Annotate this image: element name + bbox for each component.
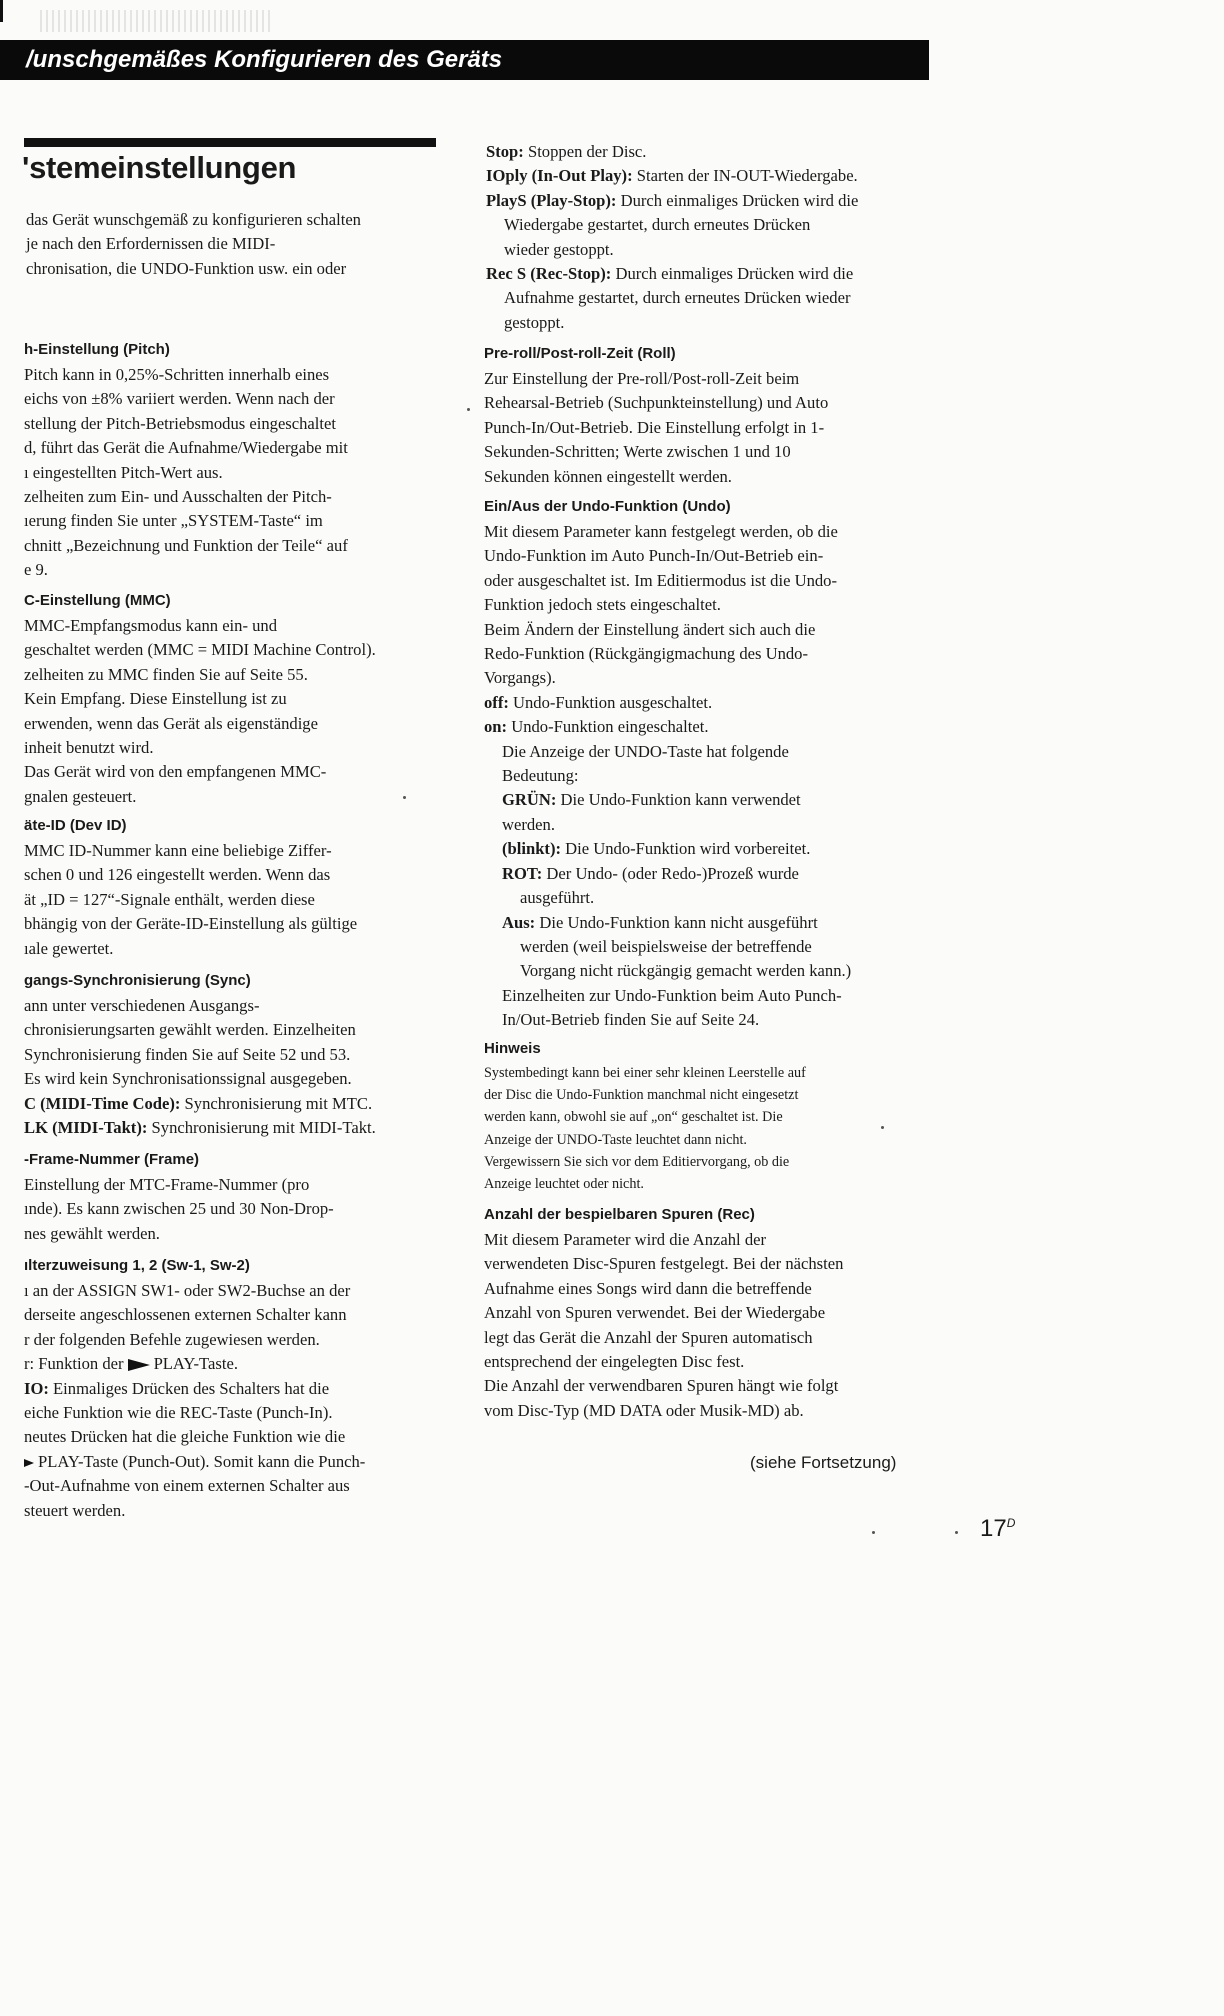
hinweis-line: Systembedingt kann bei einer sehr kleinen Leerstelle auf — [484, 1065, 806, 1081]
scan-speck — [872, 1531, 875, 1534]
stop-term: Stop: — [486, 142, 524, 161]
undo-aus-cont: werden (weil beispielsweise der betreffende — [520, 936, 812, 956]
page-suffix: D — [1006, 1516, 1016, 1530]
switch-io-play-suffix: PLAY-Taste (Punch-Out). Somit kann die Punch- — [38, 1451, 366, 1471]
ioply-line — [486, 164, 858, 188]
recs-line — [486, 262, 858, 286]
undo-line: Funktion jedoch stets eingeschaltet. — [484, 595, 721, 615]
switch-heading: ılterzuweisung 1, 2 (Sw-1, Sw-2) — [24, 1257, 250, 1274]
scan-speck — [955, 1531, 958, 1534]
undo-rot-cont: ausgeführt. — [520, 888, 595, 908]
undo-off-text: Undo-Funktion ausgeschaltet. — [513, 692, 713, 712]
hinweis-line: der Disc die Undo-Funktion manchmal nicht eingesetzt — [484, 1087, 799, 1104]
plays-text: Durch einmaliges Drücken wird die — [620, 190, 859, 210]
mmc-line: MMC-Empfangsmodus kann ein- und — [24, 616, 278, 635]
intro-line: chronisation, die UNDO-Funktion usw. ein oder — [26, 258, 347, 278]
rec-line: Die Anzahl der verwendbaren Spuren hängt wie folgt — [484, 1376, 839, 1396]
right-options — [486, 140, 858, 335]
plays-cont: wieder gestoppt. — [504, 239, 614, 259]
undo-rot-line — [484, 862, 851, 886]
undo-aus-cont: Vorgang nicht rückgängig gemacht werden kann.) — [520, 961, 852, 981]
switch-io-term: IO: — [24, 1378, 49, 1398]
chapter-header — [0, 40, 929, 80]
switch-io-text: Einmaliges Drücken des Schalters hat die — [53, 1378, 330, 1398]
rec-line: Aufnahme eines Songs wird dann die betreffende — [484, 1278, 812, 1298]
switch-io-line — [24, 1377, 365, 1401]
ioply-text: Starten der IN-OUT-Wiedergabe. — [636, 166, 858, 186]
devid-line: ät „ID = 127“-Signale enthält, werden diese — [24, 889, 315, 909]
mmc-line: erwenden, wenn das Gerät als eigenständige — [24, 713, 318, 733]
mmc-section — [24, 588, 376, 809]
pitch-line: ıerung finden Sie unter „SYSTEM-Taste“ im — [24, 511, 323, 531]
devid-heading: äte-ID (Dev ID) — [24, 817, 127, 834]
undo-on-term: on: — [484, 717, 508, 737]
hinweis-line: Anzeige leuchtet oder nicht. — [484, 1176, 644, 1193]
pitch-line: zelheiten zum Ein- und Ausschalten der Pitch- — [24, 487, 332, 507]
undo-aus-text: Die Undo-Funktion kann nicht ausgeführt — [539, 912, 818, 932]
frame-line: nes gewählt werden. — [24, 1223, 160, 1243]
hinweis-section — [484, 1036, 806, 1195]
page-number-value: 17 — [980, 1515, 1007, 1542]
recs-cont: gestoppt. — [504, 312, 565, 332]
devid-line: schen 0 und 126 eingestellt werden. Wenn das — [24, 865, 331, 885]
sync-heading: gangs-Synchronisierung (Sync) — [24, 972, 251, 989]
undo-line: Undo-Funktion im Auto Punch-In/Out-Betrieb ein- — [484, 546, 824, 566]
mmc-line: gnalen gesteuert. — [24, 786, 137, 806]
scan-smudge — [40, 10, 270, 32]
hinweis-heading: Hinweis — [484, 1040, 541, 1057]
switch-io-play-line — [24, 1450, 365, 1474]
rec-section — [484, 1202, 843, 1423]
undo-gruen-text: Die Undo-Funktion kann verwendet — [560, 790, 801, 810]
rec-line: verwendeten Disc-Spuren festgelegt. Bei der nächsten — [484, 1254, 844, 1274]
undo-section — [484, 494, 851, 1033]
pitch-line: stellung der Pitch-Betriebsmodus eingeschaltet — [24, 413, 336, 433]
switch-play-suffix: PLAY-Taste. — [153, 1354, 238, 1374]
undo-on-text: Undo-Funktion eingeschaltet. — [511, 717, 709, 737]
switch-line: derseite angeschlossenen externen Schalter kann — [24, 1305, 347, 1325]
undo-off-line — [484, 691, 851, 715]
intro-line: das Gerät wunschgemäß zu konfigurieren schalten — [26, 210, 361, 229]
mmc-line: inheit benutzt wird. — [24, 738, 154, 758]
sync-clk-line — [24, 1116, 376, 1140]
undo-line: oder ausgeschaltet ist. Im Editiermodus ist die Undo- — [484, 570, 838, 590]
scan-speck — [881, 1126, 884, 1129]
undo-line: Vorgangs). — [484, 668, 556, 688]
devid-line: MMC ID-Nummer kann eine beliebige Ziffer- — [24, 841, 332, 860]
stop-line — [486, 140, 858, 164]
pitch-line: ı eingestellten Pitch-Wert aus. — [24, 462, 223, 482]
sync-section — [24, 968, 376, 1140]
rec-line: Anzahl von Spuren verwendet. Bei der Wiedergabe — [484, 1303, 826, 1323]
switch-io-cont: neutes Drücken hat die gleiche Funktion wie die — [24, 1427, 346, 1447]
undo-rot-term: ROT: — [502, 863, 543, 883]
roll-line: Zur Einstellung der Pre-roll/Post-roll-Zeit beim — [484, 369, 800, 388]
frame-line: Einstellung der MTC-Frame-Nummer (pro — [24, 1175, 310, 1194]
roll-heading: Pre-roll/Post-roll-Zeit (Roll) — [484, 345, 676, 362]
undo-gruen-line — [484, 788, 851, 812]
sync-clk-term: LK (MIDI-Takt): — [24, 1118, 148, 1138]
section-title: 'stemeinstellungen — [22, 150, 297, 185]
rec-line: Mit diesem Parameter wird die Anzahl der — [484, 1230, 767, 1249]
roll-line: Sekunden-Schritten; Werte zwischen 1 und 10 — [484, 442, 791, 462]
roll-line: Punch-In/Out-Betrieb. Die Einstellung erfolgt in 1- — [484, 417, 825, 437]
intro-line: je nach den Erfordernissen die MIDI- — [26, 234, 276, 254]
mmc-line: geschaltet werden (MMC = MIDI Machine Control). — [24, 640, 376, 660]
switch-play-prefix: r: Funktion der — [24, 1354, 124, 1374]
undo-on-cont: Bedeutung: — [502, 766, 579, 786]
undo-off-term: off: — [484, 692, 509, 712]
chapter-title: /unschgemäßes Konfigurieren des Geräts — [26, 46, 503, 73]
recs-term: Rec S (Rec-Stop): — [486, 264, 612, 284]
pitch-line: Pitch kann in 0,25%-Schritten innerhalb eines — [24, 365, 330, 384]
switch-section — [24, 1253, 365, 1523]
undo-line: Mit diesem Parameter kann festgelegt werden, ob die — [484, 522, 838, 541]
roll-line: Rehearsal-Betrieb (Suchpunkteinstellung) und Auto — [484, 393, 829, 413]
undo-blinkt-line — [484, 837, 851, 861]
switch-io-cont: eiche Funktion wie die REC-Taste (Punch-In). — [24, 1403, 333, 1423]
undo-on-line — [484, 715, 851, 739]
mmc-line: Das Gerät wird von den empfangenen MMC- — [24, 762, 327, 782]
scan-speck — [467, 408, 470, 411]
pitch-line: d, führt das Gerät die Aufnahme/Wiedergabe mit — [24, 438, 348, 458]
undo-on-cont: Die Anzeige der UNDO-Taste hat folgende — [502, 741, 789, 761]
hinweis-line: werden kann, obwohl sie auf „on“ geschaltet ist. Die — [484, 1109, 783, 1126]
rec-heading: Anzahl der bespielbaren Spuren (Rec) — [484, 1206, 755, 1223]
switch-line: r der folgenden Befehle zugewiesen werden. — [24, 1329, 320, 1349]
undo-gruen-term: GRÜN: — [502, 790, 557, 810]
undo-blinkt-text: Die Undo-Funktion wird vorbereitet. — [565, 839, 811, 859]
frame-section — [24, 1147, 334, 1246]
rec-line: vom Disc-Typ (MD DATA oder Musik-MD) ab. — [484, 1400, 804, 1420]
stop-text: Stoppen der Disc. — [527, 142, 647, 161]
undo-heading: Ein/Aus der Undo-Funktion (Undo) — [484, 498, 731, 515]
undo-line: Beim Ändern der Einstellung ändert sich auch die — [484, 619, 816, 639]
scan-speck — [403, 796, 406, 799]
pitch-heading: h-Einstellung (Pitch) — [24, 341, 170, 358]
undo-blinkt-term: (blinkt): — [502, 839, 562, 859]
hinweis-line: Vergewissern Sie sich vor dem Editiervorgang, ob die — [484, 1153, 790, 1170]
undo-gruen-cont: werden. — [502, 814, 555, 834]
undo-detail-line: Einzelheiten zur Undo-Funktion beim Auto Punch- — [502, 985, 842, 1005]
roll-section — [484, 341, 828, 489]
play-arrow-icon — [128, 1359, 150, 1371]
continued-note: (siehe Fortsetzung) — [750, 1453, 897, 1472]
left-column — [26, 208, 361, 281]
sync-line: Es wird kein Synchronisationssignal ausgegeben. — [24, 1069, 352, 1089]
plays-cont: Wiedergabe gestartet, durch erneutes Drücken — [504, 215, 811, 235]
frame-heading: -Frame-Nummer (Frame) — [24, 1151, 200, 1168]
switch-line: ı an der ASSIGN SW1- oder SW2-Buchse an der — [24, 1281, 351, 1300]
roll-line: Sekunden können eingestellt werden. — [484, 466, 732, 486]
play-arrow-icon — [24, 1459, 34, 1467]
undo-aus-term: Aus: — [502, 912, 536, 932]
mmc-heading: C-Einstellung (MMC) — [24, 592, 171, 609]
devid-line: bhängig von der Geräte-ID-Einstellung als gültige — [24, 914, 358, 934]
pitch-section — [24, 337, 348, 583]
sync-mtc-text: Synchronisierung mit MTC. — [184, 1093, 373, 1113]
rec-line: legt das Gerät die Anzahl der Spuren automatisch — [484, 1327, 813, 1347]
pitch-line: eichs von ±8% variiert werden. Wenn nach der — [24, 389, 335, 409]
switch-io-tail: -Out-Aufnahme von einem externen Schalter aus — [24, 1476, 350, 1496]
rec-line: entsprechend der eingelegten Disc fest. — [484, 1352, 745, 1372]
sync-mtc-line — [24, 1092, 376, 1116]
plays-term: PlayS (Play-Stop): — [486, 190, 617, 210]
recs-text: Durch einmaliges Drücken wird die — [615, 264, 854, 284]
devid-line: ıale gewertet. — [24, 938, 114, 958]
devid-section — [24, 813, 357, 961]
mmc-line: zelheiten zu MMC finden Sie auf Seite 55. — [24, 664, 308, 684]
sync-clk-text: Synchronisierung mit MIDI-Takt. — [151, 1118, 376, 1138]
pitch-line: e 9. — [24, 560, 48, 580]
plays-line — [486, 189, 858, 213]
frame-line: ınde). Es kann zwischen 25 und 30 Non-Drop- — [24, 1199, 334, 1219]
recs-cont: Aufnahme gestartet, durch erneutes Drücken wieder — [504, 288, 851, 308]
mmc-line: Kein Empfang. Diese Einstellung ist zu — [24, 689, 287, 709]
undo-detail-line: In/Out-Betrieb finden Sie auf Seite 24. — [502, 1010, 760, 1030]
section-rule — [24, 138, 436, 147]
page-number — [980, 1515, 1015, 1543]
switch-io-tail: steuert werden. — [24, 1500, 126, 1520]
undo-aus-line — [484, 911, 851, 935]
switch-play-line — [24, 1352, 365, 1376]
hinweis-line: Anzeige der UNDO-Taste leuchtet dann nicht. — [484, 1131, 747, 1148]
undo-rot-text: Der Undo- (oder Redo-)Prozeß wurde — [546, 863, 799, 883]
undo-line: Redo-Funktion (Rückgängigmachung des Undo- — [484, 644, 808, 664]
scan-edge-mark — [0, 0, 3, 22]
sync-line: Synchronisierung finden Sie auf Seite 52 und 53. — [24, 1044, 351, 1064]
sync-line: ann unter verschiedenen Ausgangs- — [24, 996, 260, 1015]
ioply-term: IOply (In-Out Play): — [486, 166, 633, 186]
pitch-line: chnitt „Bezeichnung und Funktion der Teile“ auf — [24, 535, 348, 555]
sync-mtc-term: C (MIDI-Time Code): — [24, 1093, 181, 1113]
sync-line: chronisierungsarten gewählt werden. Einzelheiten — [24, 1020, 356, 1040]
